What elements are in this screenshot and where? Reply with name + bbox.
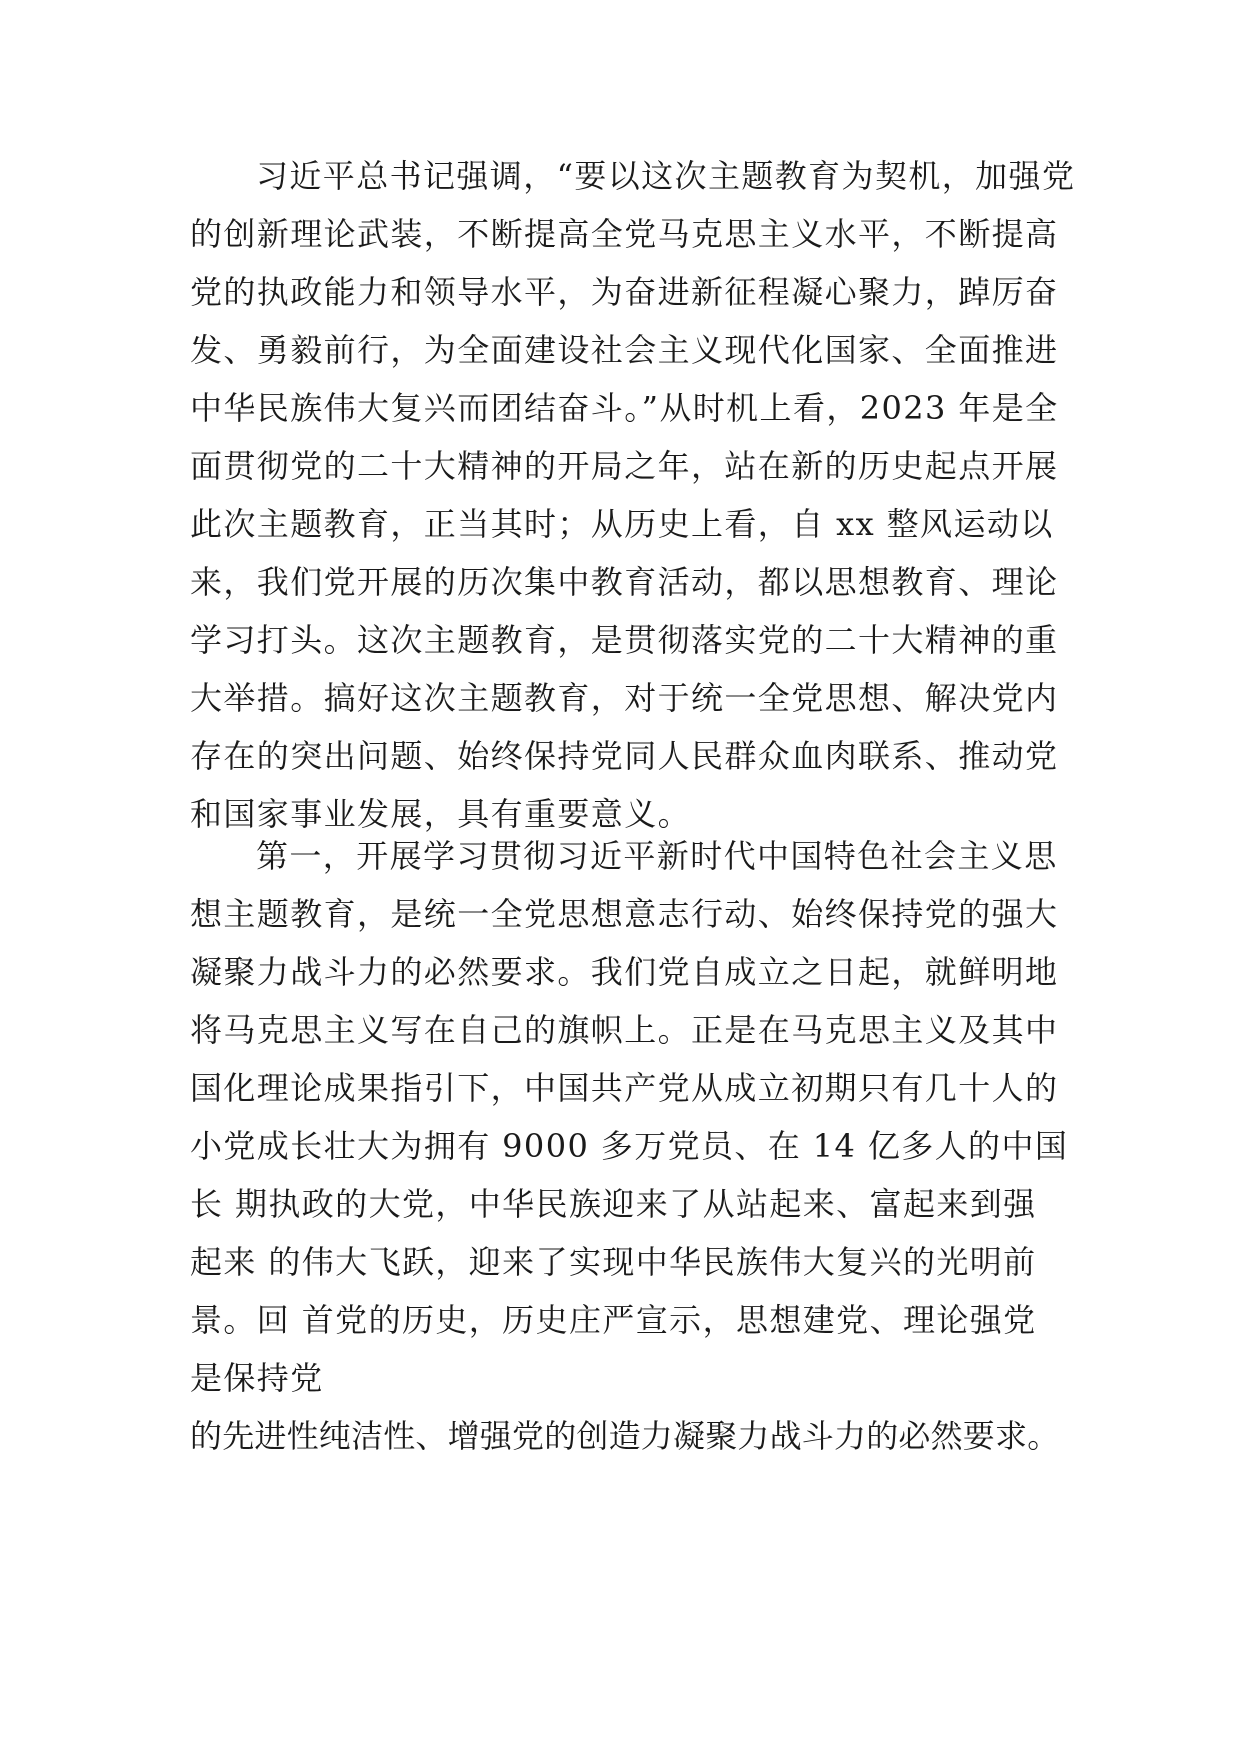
paragraph-line: 中华民族伟大复兴而团结奋斗。”从时机上看，2023 年是全 bbox=[190, 389, 1059, 427]
paragraph-2 bbox=[190, 827, 1069, 1465]
paragraph-line: 凝聚力战斗力的必然要求。我们党自成立之日起，就鲜明地 bbox=[190, 953, 1059, 991]
paragraph-line: 习近平总书记强调，“要以这次主题教育为契机，加强党 bbox=[256, 157, 1076, 195]
paragraph-line: 此次主题教育，正当其时；从历史上看，自 xx 整风运动以 bbox=[190, 505, 1054, 543]
paragraph-line: 景。回 首党的历史，历史庄严宣示，思想建党、理论强党 bbox=[190, 1301, 1037, 1339]
paragraph-line: 党的执政能力和领导水平，为奋进新征程凝心聚力，踔厉奋 bbox=[190, 273, 1059, 311]
paragraph-line: 是保持党 bbox=[190, 1359, 324, 1397]
paragraph-line: 起来 的伟大飞跃，迎来了实现中华民族伟大复兴的光明前 bbox=[190, 1243, 1037, 1281]
paragraph-line: 将马克思主义写在自己的旗帜上。正是在马克思主义及其中 bbox=[190, 1011, 1059, 1049]
paragraph-line: 学习打头。这次主题教育，是贯彻落实党的二十大精神的重 bbox=[190, 621, 1059, 659]
paragraph-line: 存在的突出问题、始终保持党同人民群众血肉联系、推动党 bbox=[190, 737, 1059, 775]
paragraph-line: 的先进性纯洁性、增强党的创造力凝聚力战斗力的必然要求。 bbox=[190, 1417, 1060, 1455]
paragraph-line: 和国家事业发展，具有重要意义。 bbox=[190, 795, 692, 833]
paragraph-1 bbox=[190, 147, 1076, 843]
paragraph-line: 国化理论成果指引下，中国共产党从成立初期只有几十人的 bbox=[190, 1069, 1059, 1107]
paragraph-line: 的创新理论武装，不断提高全党马克思主义水平，不断提高 bbox=[190, 215, 1059, 253]
paragraph-line: 小党成长壮大为拥有 9000 多万党员、在 14 亿多人的中国 bbox=[190, 1127, 1069, 1165]
paragraph-line: 长 期执政的大党，中华民族迎来了从站起来、富起来到强 bbox=[190, 1185, 1037, 1223]
paragraph-line: 发、勇毅前行，为全面建设社会主义现代化国家、全面推进 bbox=[190, 331, 1059, 369]
paragraph-line: 第一，开展学习贯彻习近平新时代中国特色社会主义思 bbox=[256, 837, 1058, 875]
paragraph-line: 大举措。搞好这次主题教育，对于统一全党思想、解决党内 bbox=[190, 679, 1059, 717]
paragraph-line: 想主题教育，是统一全党思想意志行动、始终保持党的强大 bbox=[190, 895, 1059, 933]
paragraph-line: 来，我们党开展的历次集中教育活动，都以思想教育、理论 bbox=[190, 563, 1059, 601]
paragraph-line: 面贯彻党的二十大精神的开局之年，站在新的历史起点开展 bbox=[190, 447, 1059, 485]
